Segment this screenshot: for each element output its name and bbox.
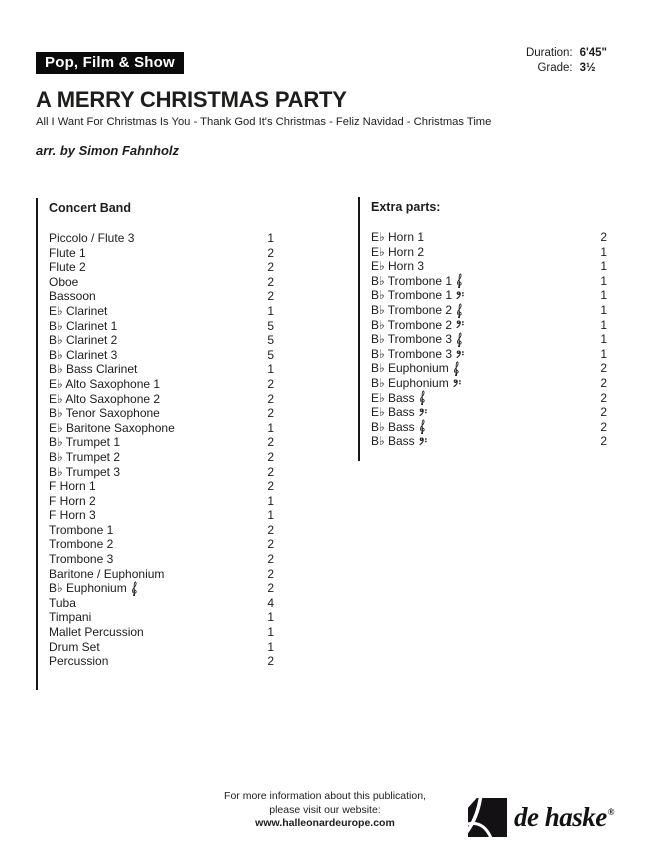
part-name: Tuba bbox=[49, 595, 76, 610]
part-name: B♭ Euphonium bbox=[49, 581, 138, 597]
part-row bbox=[49, 654, 274, 669]
part-row bbox=[49, 377, 274, 392]
part-quantity: 2 bbox=[267, 449, 274, 464]
part-row bbox=[49, 348, 274, 363]
part-name: E♭ Bass bbox=[371, 405, 428, 420]
duration-grade-block bbox=[526, 46, 607, 75]
part-row bbox=[49, 610, 274, 625]
part-row bbox=[49, 552, 274, 567]
treble-clef-icon bbox=[456, 273, 463, 289]
part-row bbox=[49, 231, 274, 246]
treble-clef-icon bbox=[453, 361, 460, 377]
part-name: E♭ Horn 2 bbox=[371, 244, 425, 259]
part-name: Mallet Percussion bbox=[49, 625, 144, 640]
duration-value: 6'45" bbox=[579, 47, 607, 59]
part-name: B♭ Trombone 3 bbox=[371, 332, 463, 348]
part-name: B♭ Trombone 3 bbox=[371, 347, 465, 362]
concert-band-column bbox=[36, 198, 274, 690]
part-quantity: 5 bbox=[267, 347, 274, 362]
bass-clef-icon bbox=[456, 291, 465, 300]
part-name: F Horn 1 bbox=[49, 479, 96, 494]
part-name: E♭ Clarinet bbox=[49, 303, 108, 318]
treble-clef-icon bbox=[131, 581, 138, 597]
part-quantity: 2 bbox=[267, 435, 274, 450]
part-row bbox=[49, 625, 274, 640]
part-name: B♭ Euphonium bbox=[371, 376, 462, 391]
part-row bbox=[49, 640, 274, 655]
part-quantity: 1 bbox=[600, 302, 607, 317]
grade-value: 3½ bbox=[579, 62, 596, 74]
part-quantity: 1 bbox=[600, 332, 607, 347]
part-quantity: 1 bbox=[267, 625, 274, 640]
grade-label: Grade: bbox=[537, 62, 573, 74]
part-row bbox=[371, 405, 607, 420]
part-name: F Horn 2 bbox=[49, 493, 96, 508]
part-row bbox=[49, 362, 274, 377]
category-badge: Pop, Film & Show bbox=[36, 52, 184, 74]
part-name: E♭ Alto Saxophone 2 bbox=[49, 391, 161, 406]
part-name: Flute 2 bbox=[49, 260, 86, 275]
part-quantity: 2 bbox=[600, 434, 607, 449]
part-quantity: 2 bbox=[267, 522, 274, 537]
bass-clef-icon bbox=[456, 320, 465, 329]
part-name: B♭ Trombone 1 bbox=[371, 273, 463, 289]
part-quantity: 2 bbox=[267, 245, 274, 260]
arranger-credit: arr. by Simon Fahnholz bbox=[36, 143, 180, 158]
footer-line-2: please visit our website: bbox=[269, 803, 381, 816]
part-quantity: 2 bbox=[267, 566, 274, 581]
part-row bbox=[49, 435, 274, 450]
part-row bbox=[49, 319, 274, 334]
part-quantity: 2 bbox=[600, 405, 607, 420]
part-name: B♭ Tenor Saxophone bbox=[49, 406, 160, 421]
part-quantity: 1 bbox=[267, 610, 274, 625]
part-name: Flute 1 bbox=[49, 245, 86, 260]
part-quantity: 1 bbox=[267, 231, 274, 245]
part-quantity: 1 bbox=[600, 346, 607, 361]
part-name: B♭ Trombone 2 bbox=[371, 318, 465, 333]
treble-clef-icon bbox=[419, 390, 426, 406]
publisher-website: www.halleonardeurope.com bbox=[255, 817, 395, 829]
part-name: B♭ Trombone 2 bbox=[371, 303, 463, 319]
part-row bbox=[371, 259, 607, 274]
duration-label: Duration: bbox=[525, 47, 573, 59]
part-name: B♭ Clarinet 2 bbox=[49, 333, 118, 348]
part-row bbox=[371, 420, 607, 435]
part-name: Oboe bbox=[49, 274, 79, 289]
part-row bbox=[371, 434, 607, 449]
bass-clef-icon bbox=[453, 379, 462, 388]
part-row bbox=[49, 246, 274, 261]
part-name: Bassoon bbox=[49, 289, 96, 304]
part-quantity: 5 bbox=[267, 318, 274, 333]
part-name: B♭ Trumpet 1 bbox=[49, 435, 121, 450]
footer-info bbox=[160, 790, 490, 831]
extra-parts-list bbox=[371, 230, 607, 449]
part-name: E♭ Baritone Saxophone bbox=[49, 420, 175, 435]
part-name: Timpani bbox=[49, 610, 92, 625]
part-row bbox=[371, 361, 607, 376]
part-row bbox=[371, 245, 607, 260]
part-row bbox=[49, 479, 274, 494]
part-name: B♭ Trombone 1 bbox=[371, 288, 465, 303]
registered-trademark-symbol: ® bbox=[607, 807, 614, 817]
footer-line-1: For more information about this publication, bbox=[224, 790, 426, 802]
part-quantity: 4 bbox=[267, 595, 274, 610]
part-quantity: 2 bbox=[267, 260, 274, 275]
part-quantity: 1 bbox=[267, 639, 274, 654]
part-name: Piccolo / Flute 3 bbox=[49, 231, 135, 245]
de-haske-logo-icon bbox=[468, 798, 507, 837]
part-name: Drum Set bbox=[49, 639, 100, 654]
part-name: Trombone 1 bbox=[49, 522, 114, 537]
part-quantity: 1 bbox=[267, 420, 274, 435]
part-quantity: 1 bbox=[267, 493, 274, 508]
part-row bbox=[49, 275, 274, 290]
part-name: E♭ Horn 1 bbox=[371, 230, 425, 244]
part-name: B♭ Bass Clarinet bbox=[49, 362, 138, 377]
part-name: B♭ Euphonium bbox=[371, 361, 460, 377]
part-row bbox=[49, 465, 274, 480]
part-row bbox=[371, 318, 607, 333]
part-row bbox=[371, 332, 607, 347]
bass-clef-icon bbox=[419, 437, 428, 446]
part-row bbox=[49, 567, 274, 582]
concert-band-header: Concert Band bbox=[49, 201, 131, 215]
part-name: B♭ Clarinet 3 bbox=[49, 347, 118, 362]
part-row bbox=[371, 303, 607, 318]
part-quantity: 1 bbox=[267, 508, 274, 523]
part-row bbox=[371, 376, 607, 391]
part-row bbox=[49, 596, 274, 611]
part-name: Percussion bbox=[49, 654, 109, 669]
part-quantity: 2 bbox=[267, 552, 274, 567]
extra-parts-header: Extra parts: bbox=[371, 200, 441, 214]
part-row bbox=[49, 523, 274, 538]
part-quantity: 2 bbox=[267, 537, 274, 552]
part-name: F Horn 3 bbox=[49, 508, 96, 523]
part-row bbox=[49, 450, 274, 465]
part-row bbox=[49, 508, 274, 523]
part-name: Baritone / Euphonium bbox=[49, 566, 165, 581]
part-name: B♭ Trumpet 3 bbox=[49, 464, 121, 479]
part-name: Trombone 3 bbox=[49, 552, 114, 567]
page-title: A MERRY CHRISTMAS PARTY bbox=[36, 87, 347, 112]
part-row bbox=[49, 421, 274, 436]
part-row bbox=[49, 406, 274, 421]
part-quantity: 2 bbox=[267, 464, 274, 479]
part-quantity: 1 bbox=[600, 259, 607, 274]
part-name: B♭ Bass bbox=[371, 419, 426, 435]
part-row bbox=[49, 494, 274, 509]
part-row bbox=[371, 347, 607, 362]
medley-subtitle: All I Want For Christmas Is You - Thank God It's Christmas - Feliz Navidad - Christmas Time bbox=[36, 116, 492, 128]
part-quantity: 1 bbox=[267, 362, 274, 377]
part-name: E♭ Horn 3 bbox=[371, 259, 425, 274]
part-row bbox=[49, 537, 274, 552]
part-name: E♭ Alto Saxophone 1 bbox=[49, 376, 161, 391]
part-row bbox=[49, 304, 274, 319]
part-quantity: 2 bbox=[267, 654, 274, 669]
part-quantity: 2 bbox=[267, 376, 274, 391]
bass-clef-icon bbox=[419, 408, 428, 417]
part-row bbox=[49, 581, 274, 596]
part-quantity: 2 bbox=[267, 406, 274, 421]
part-quantity: 2 bbox=[267, 581, 274, 596]
part-quantity: 2 bbox=[600, 390, 607, 405]
part-row bbox=[49, 333, 274, 348]
part-row bbox=[371, 391, 607, 406]
concert-band-list bbox=[49, 231, 274, 669]
part-name: Trombone 2 bbox=[49, 537, 114, 552]
part-row bbox=[49, 289, 274, 304]
part-quantity: 2 bbox=[267, 274, 274, 289]
publisher-wordmark: de haske® bbox=[514, 802, 614, 832]
part-quantity: 1 bbox=[600, 273, 607, 288]
part-quantity: 2 bbox=[600, 361, 607, 376]
part-quantity: 2 bbox=[267, 289, 274, 304]
part-row bbox=[371, 230, 607, 245]
treble-clef-icon bbox=[456, 303, 463, 319]
part-name: E♭ Bass bbox=[371, 390, 426, 406]
part-name: B♭ Trumpet 2 bbox=[49, 449, 121, 464]
part-quantity: 2 bbox=[600, 230, 607, 244]
part-name: B♭ Clarinet 1 bbox=[49, 318, 118, 333]
part-quantity: 2 bbox=[267, 479, 274, 494]
part-quantity: 5 bbox=[267, 333, 274, 348]
bass-clef-icon bbox=[456, 350, 465, 359]
part-quantity: 1 bbox=[600, 244, 607, 259]
extra-parts-column bbox=[358, 197, 607, 461]
part-row bbox=[49, 260, 274, 275]
part-row bbox=[49, 392, 274, 407]
part-quantity: 1 bbox=[600, 317, 607, 332]
part-name: B♭ Bass bbox=[371, 434, 428, 449]
part-quantity: 1 bbox=[600, 288, 607, 303]
part-row bbox=[371, 288, 607, 303]
part-quantity: 2 bbox=[600, 419, 607, 434]
part-quantity: 1 bbox=[267, 303, 274, 318]
de-haske-logo bbox=[468, 798, 613, 837]
part-row bbox=[371, 274, 607, 289]
part-quantity: 2 bbox=[267, 391, 274, 406]
treble-clef-icon bbox=[419, 419, 426, 435]
part-quantity: 2 bbox=[600, 375, 607, 390]
treble-clef-icon bbox=[456, 332, 463, 348]
